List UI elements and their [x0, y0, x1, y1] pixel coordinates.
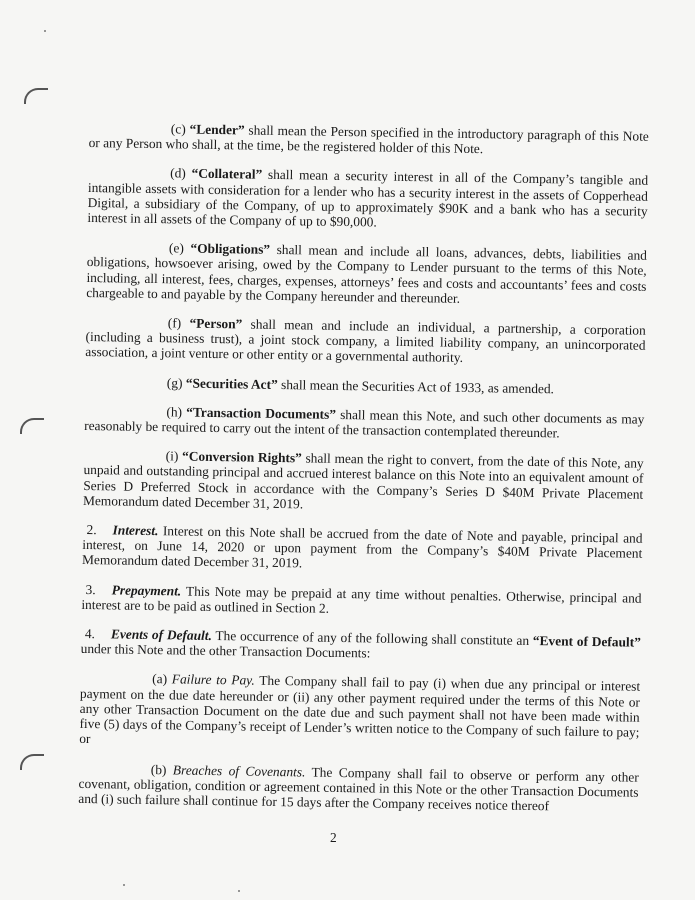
punch-hole-mark — [20, 418, 44, 434]
section-3-prepayment: 3. Prepayment. This Note may be prepaid at any time without penalties. Otherwise, principal and interest are to be paid as outlined in Section 2. — [81, 581, 642, 616]
subsection-a-failure-to-pay: (a) Failure to Pay. The Company shall fail to pay (i) when due any principal or interest payment on the due date hereunder or (ii) any other payment required under the terms of this Note or any other Transaction Document on the date due and such payment shall not have been made within five (5) days of the Company’s receipt of Lender’s written notice to the Company of such failure to pay; or — [79, 671, 641, 747]
document-body — [78, 120, 649, 829]
subsection-b-breaches: (b) Breaches of Covenants. The Company shall fail to observe or perform any other covenant, obligation, condition or agreement contained in this Note or the other Transaction Documents and (i) such failure shall continue for 15 days after the Company receives notice thereof — [78, 761, 639, 814]
section-2-interest: 2. Interest. Interest on this Note shall be accrued from the date of Note and payable, principal and interest, on June 14, 2020 or upon payment from the Company’s $40M Private Placement Memorandum dated December 31, 2019. — [81, 522, 643, 571]
definition-c: (c) “Lender” shall mean the Person specified in the introductory paragraph of this Note or any Person who shall, at the time, be the registered holder of this Note. — [88, 121, 649, 157]
page-number: 2 — [330, 830, 337, 845]
definition-g: (g) “Securities Act” shall mean the Securities Act of 1933, as amended. — [166, 374, 555, 396]
scan-speck — [238, 890, 240, 892]
punch-hole-mark — [24, 88, 48, 104]
section-4-events-of-default: 4. Events of Default. The occurrence of any of the following shall constitute an “Event of Default” under this Note and the other Transaction Documents: — [80, 626, 641, 661]
definition-h: (h) “Transaction Documents” shall mean this Note, and such other documents as may reasonably be required to carry out the intent of the transaction contemplated thereunder. — [84, 404, 645, 441]
definition-f: (f) “Person” shall mean and include an individual, a partnership, a corporation (including a business trust), a joint stock company, a limited liability company, an unincorporated association, a joint venture or other entity or a governmental authority. — [85, 315, 646, 366]
scan-speck — [123, 884, 125, 886]
scan-speck — [44, 30, 46, 32]
definition-i: (i) “Conversion Rights” shall mean the right to convert, from the date of this Note, any unpaid and outstanding principal and accrued interest balance on this Note into an equivalent amount of Series D Preferred Stock in accordance with the Company’s Series D $40M Private Placement Memorandum dated December 31, 2019. — [82, 448, 644, 512]
punch-hole-mark — [20, 754, 44, 770]
definition-d: (d) “Collateral” shall mean a security interest in all of the Company’s tangible and intangible assets with consideration for a lender who has a security interest in the assets of Copperhead Digital, a subsidiary of the Company, of up to approximately $90K and a bank who has a security interest in all assets of the Company of up to $90,000. — [87, 165, 649, 230]
definition-e: (e) “Obligations” shall mean and include all loans, advances, debts, liabilities and obligations, howsoever arising, owed by the Company to Lender pursuant to the terms of this Note, including, all interest, fees, charges, expenses, attorneys’ fees and costs and accountants’ fees and costs chargeable to and payable by the Company hereunder and thereunder. — [86, 240, 648, 306]
